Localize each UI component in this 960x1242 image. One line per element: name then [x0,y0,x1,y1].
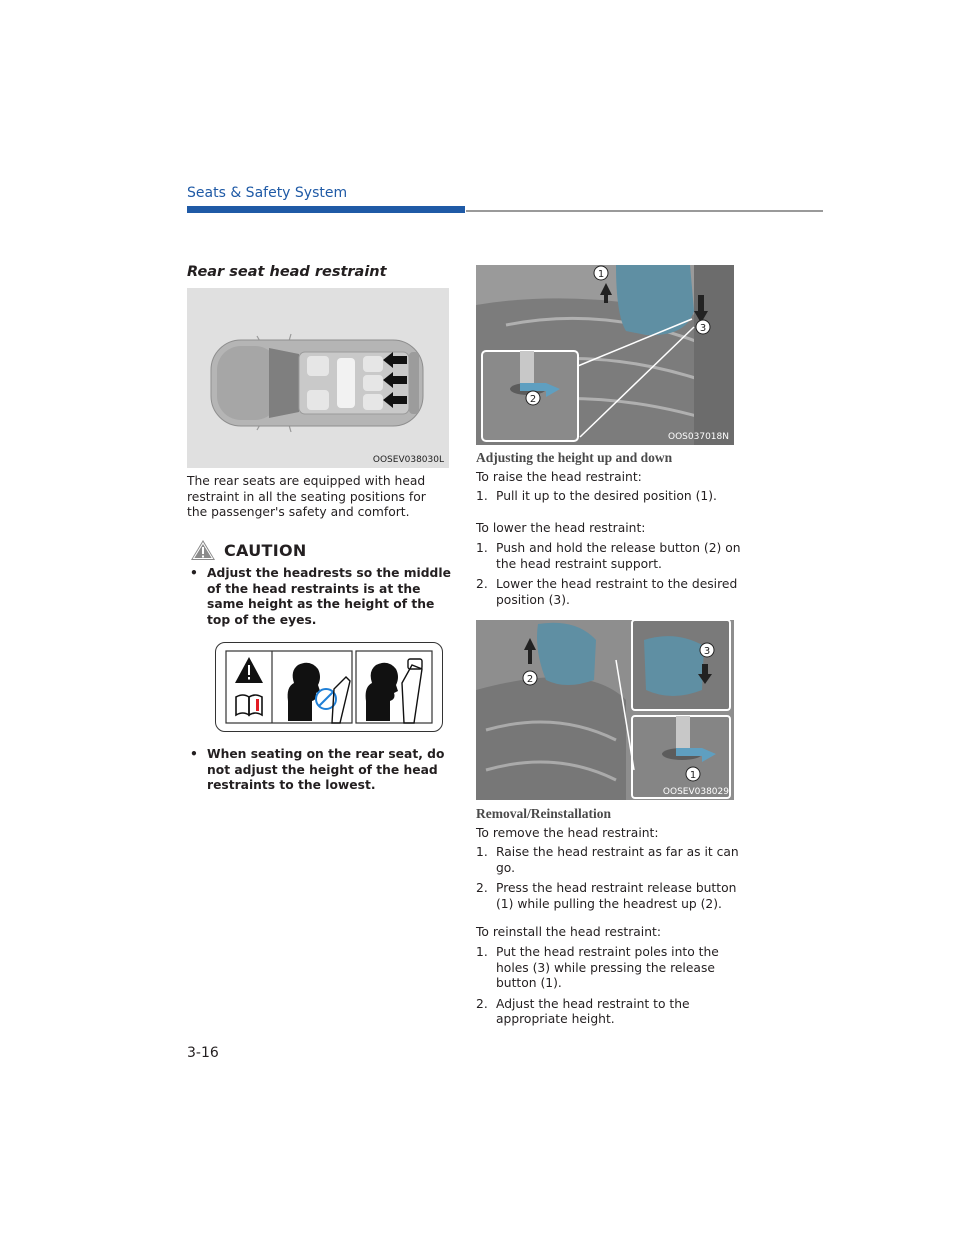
caution-bullet: • When seating on the rear seat, do not adjust the height of the head restraints to the lowest. [187,747,453,794]
step-item [476,845,742,876]
car-top-view-figure [187,288,449,468]
step-number: 2. [476,577,488,591]
removal-heading: Removal/Reinstallation [476,806,611,821]
headrest-height-figure [476,265,734,445]
step-item [476,577,742,608]
remove-intro: To remove the head restraint: [476,826,659,840]
caution-heading [190,538,307,562]
section-header: Seats & Safety System [187,185,348,201]
arrow-left-icon [383,352,411,412]
step-text: Pull it up to the desired position (1). [496,489,717,503]
step-number: 1. [476,489,488,503]
adjust-heading: Adjusting the height up and down [476,450,673,465]
header-rule-gray [466,210,823,212]
caution-list-2 [187,747,453,794]
caution-list-1 [187,566,453,628]
figure-code: OOS037018N [668,432,729,442]
step-item [476,541,742,572]
reinstall-intro: To reinstall the head restraint: [476,925,661,939]
figure-code: OOSEV038029 [662,787,729,797]
step-number: 1. [476,945,488,959]
warning-triangle-icon [190,539,216,561]
arrow-icon [383,352,411,416]
headrest-pictogram [215,642,443,732]
caution-label: CAUTION [224,540,307,560]
lower-steps [476,541,742,613]
figure-callout-1: 1 [597,269,605,280]
caution-bullet: • Adjust the headrests so the middle of the head restraints is at the same height as the height of the top of the eyes. [187,566,453,628]
step-number: 1. [476,541,488,555]
reinstall-steps [476,945,742,1033]
step-number: 1. [476,845,488,859]
intro-paragraph: The rear seats are equipped with head restraint in all the seating positions for the passenger's safety and comfort. [187,474,426,519]
step-item [476,945,742,992]
step-text: Push and hold the release button (2) on the head restraint support. [496,541,741,571]
raise-steps [476,489,742,510]
rear-seat-photo [476,265,734,445]
step-text: Lower the head restraint to the desired position (3). [496,577,738,607]
page-number: 3-16 [187,1045,219,1061]
raise-intro: To raise the head restraint: [476,470,642,484]
figure-callout-3: 3 [699,323,707,334]
lower-intro: To lower the head restraint: [476,521,646,535]
step-number: 2. [476,881,488,895]
step-text: Adjust the head restraint to the appropriate height. [496,996,690,1026]
headrest-removal-figure [476,620,734,800]
step-text: Raise the head restraint as far as it can go. [496,845,739,875]
section-title: Rear seat head restraint [187,264,387,280]
step-text: Put the head restraint poles into the holes (3) while pressing the release button (1). [496,945,719,990]
figure-callout-1: 1 [689,770,697,781]
figure-callout-3: 3 [703,646,711,657]
step-text: Press the head restraint release button (1) while pulling the headrest up (2). [496,881,737,911]
header-rule-blue [187,206,465,213]
step-number: 2. [476,996,488,1011]
step-item [476,881,742,912]
figure-callout-2: 2 [529,394,537,405]
step-item [476,489,742,505]
rear-seat-removal-photo [476,620,734,800]
figure-callout-2: 2 [526,674,534,685]
remove-steps [476,845,742,917]
step-item [476,997,742,1028]
figure-code: OOSEV038030L [372,455,444,465]
pictogram-illustration [216,643,442,731]
